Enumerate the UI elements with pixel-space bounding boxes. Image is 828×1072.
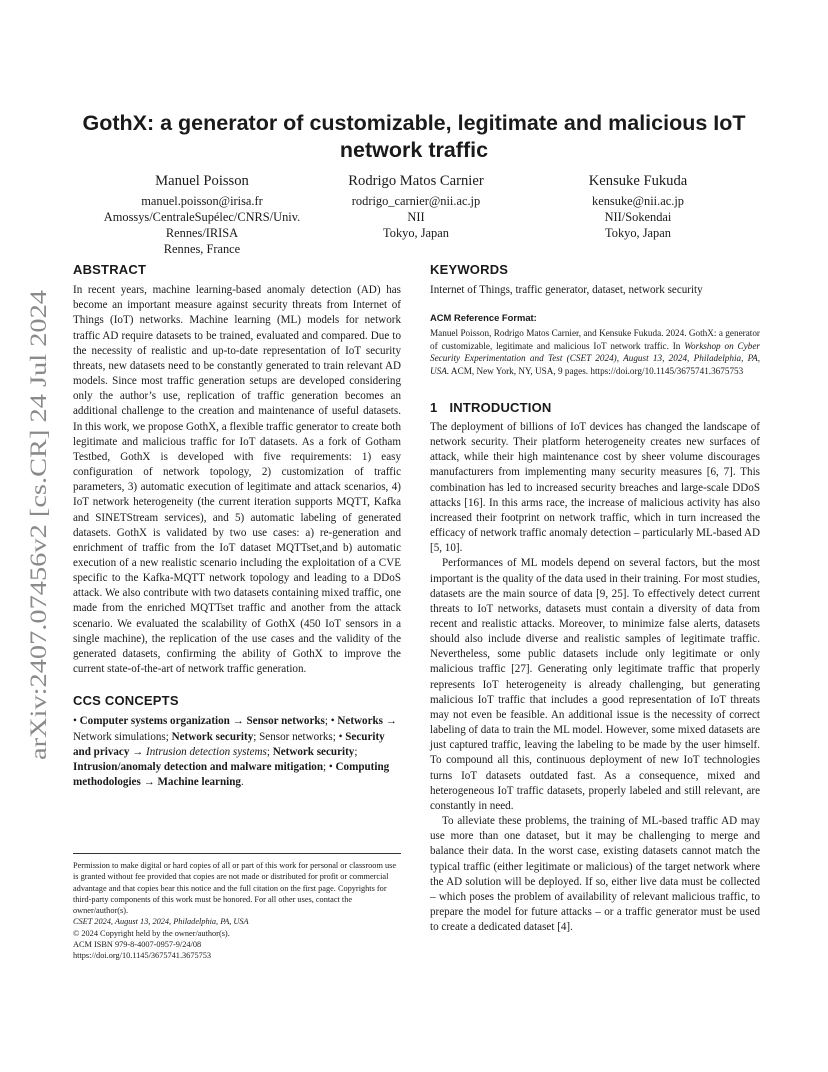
- author-email: manuel.poisson@irisa.fr: [141, 194, 263, 208]
- doi-text: https://doi.org/10.1145/3675741.3675753: [73, 951, 212, 961]
- author-location: Tokyo, Japan: [383, 226, 449, 240]
- ccs-concept-term: Machine learning: [157, 776, 241, 788]
- author-location: Rennes, France: [163, 242, 241, 256]
- author-affiliation: Amossys/CentraleSupélec/CNRS/Univ.: [103, 210, 301, 224]
- author-affiliation: Rennes/IRISA: [165, 226, 239, 240]
- author-email: kensuke@nii.ac.jp: [592, 194, 684, 208]
- arxiv-watermark-svg: [20, 290, 54, 760]
- ccs-concept-term: Sensor networks: [246, 715, 325, 728]
- right-column: [430, 262, 760, 935]
- keywords-heading: KEYWORDS: [430, 262, 509, 277]
- ccs-separator: ; •: [324, 715, 338, 728]
- author-affiliation: NII/Sokendai: [604, 210, 672, 224]
- section-number: 1: [430, 399, 438, 415]
- ccs-separator: → Network simulations;: [73, 715, 397, 743]
- paper-title: GothX: a generator of customizable, legitimate and malicious IoT network traffic: [82, 111, 746, 162]
- ccs-separator: →: [140, 776, 158, 788]
- footnote-rule: [73, 853, 401, 854]
- acm-reference-heading: ACM Reference Format:: [430, 312, 537, 324]
- isbn-text: ACM ISBN 979-8-4007-0957-9/24/08: [73, 940, 202, 950]
- acm-reference-venue: Workshop on Cyber Security Experimentation and Test (CSET 2024), August 13, 2024, Philadelphia, PA, USA.: [430, 340, 760, 377]
- author-affiliation: NII: [407, 210, 425, 224]
- ccs-concept-leaf: Intrusion detection systems: [146, 745, 267, 758]
- ccs-separator: ; •: [323, 760, 336, 773]
- ccs-separator: →: [129, 745, 147, 758]
- abstract-heading: ABSTRACT: [73, 262, 147, 277]
- author-block-1: [82, 172, 322, 257]
- acm-reference-tail: ACM, New York, NY, USA, 9 pages. https://doi.org/10.1145/3675741.3675753: [449, 366, 744, 377]
- ccs-separator: ; Sensor networks; •: [253, 730, 346, 743]
- ccs-concept-term: Computer systems organization: [79, 715, 230, 728]
- author-location: Tokyo, Japan: [605, 226, 671, 240]
- intro-paragraph: Performances of ML models depend on several factors, but the most important is the quality of the data used in their training. For most studies, datasets are the main source of data [9, 25]. To effectively detect current threats to IoT networks, datasets must contain a diversity of data from recent and realistic attacks. Moreover, to minimize false alerts, datasets should also include diverse and realistic samples of legitimate traffic. Nevertheless, some public datasets include only legitimate or only malicious traffic [27]. Generating only legitimate traffic that properly represents IoT heterogeneity is already challenging, but generating malicious IoT traffic that includes a good representation of IoT threats may not even be feasible. An additional issue is the necessity of correct labeling of data to train the ML model. However, some mixed datasets are just captured traffic, leaving the labeling to be made by the user himself. To compound all this, continuous deployment of new IoT technologies turns IoT datasets outdated fast. As a consequence, mixed and heterogeneous IoT traffic datasets, properly labeled and still relevant, are constantly in need.: [430, 557, 760, 812]
- copyright-text: © 2024 Copyright held by the owner/author(s).: [73, 928, 230, 938]
- venue-text: CSET 2024, August 13, 2024, Philadelphia, PA, USA: [73, 917, 249, 927]
- ccs-concept-term: Intrusion/anomaly detection and malware mitigation: [73, 760, 324, 773]
- ccs-separator: •: [73, 715, 80, 728]
- author-block-3: [528, 172, 748, 241]
- acm-reference-text: Manuel Poisson, Rodrigo Matos Carnier, and Kensuke Fukuda. 2024. GothX: a generator of customizable, legitimate and malicious IoT network traffic. In: [430, 328, 760, 351]
- introduction-heading: INTRODUCTION: [449, 399, 552, 415]
- keywords-text: Internet of Things, traffic generator, dataset, network security: [430, 284, 703, 297]
- intro-paragraph: The deployment of billions of IoT devices has changed the landscape of network security. Their platform heterogeneity creates new surfaces of attack, while their high maintenance cost by sheer volume discourages manufacturers from implementing many security measures [6, 7]. This combination has led to increased security breaches and large-scale DDoS attacks [16]. In this arms race, the increase of malicious activity has also increased their footprint on network traffic, which in turn increased the efficacy of network traffic anomaly detection – particularly ML-based AD [5, 10].: [430, 420, 760, 555]
- copyright-footnote: [73, 853, 401, 962]
- abstract-text: In recent years, machine learning-based anomaly detection (AD) has become an important measure against security threats from Internet of Things (IoT) networks. Machine learning (ML) models for network traffic AD require datasets to be trained, evaluated and compared. Due to the necessity of realistic and up-to-date representation of IoT security threats, new datasets need to be constantly generated to train relevant AD models. Since most traffic generation setups are developed considering only the author’s use, replication of traffic generation becomes an additional challenge to the creation and maintenance of useful datasets. In this work, we propose GothX, a flexible traffic generator to create both legitimate and malicious traffic for IoT datasets. As a fork of Gotham Testbed, GothX is developed with five requirements: 1) easy configuration of network topology, 2) customization of traffic parameters, 3) automatic execution of legitimate and attack scenarios, 4) IoT network heterogeneity (the current iteration supports MQTT, Kafka and SINETStream services), and 5) automatic labeling of generated datasets. GothX is validated by two use cases: a) re-generation and enrichment of traffic from the IoT dataset MQTTset,and b) automatic execution of a new realistic scenario including the exploitation of a CVE specific to the Kafka-MQTT network topology and leading to a DDoS attack. We also contribute with two datasets containing mixed traffic, one made from the enriched MQTTset traffic and another from the attack scenario. We evaluated the scalability of GothX (450 IoT sensors in a single machine), the replication of the use cases and the validity of the generated datasets, confirming the ability of GothX to improve the current state-of-the-art of network traffic generation.: [73, 284, 401, 676]
- permission-text: Permission to make digital or hard copies of all or part of this work for personal or classroom use is granted without fee provided that copies are not made or distributed for profit or commercial advantage and that copies bear this notice and the full citation on the first page. Copyrights for third-party components of this work must be honored. For all other uses, contact the owner/author(s).: [73, 861, 397, 916]
- ccs-concepts-section: [73, 693, 401, 790]
- ccs-concept-term: Networks: [337, 715, 383, 728]
- author-name: Manuel Poisson: [155, 173, 249, 189]
- author-name: Kensuke Fukuda: [588, 173, 688, 189]
- ccs-concept-term: Security and privacy: [73, 730, 385, 758]
- author-block-2: [316, 172, 516, 241]
- ccs-separator: ;: [354, 745, 358, 758]
- ccs-heading: CCS CONCEPTS: [73, 693, 179, 709]
- left-column: [73, 262, 401, 790]
- ccs-concept-term: Computing methodologies: [73, 760, 390, 788]
- intro-paragraph: To alleviate these problems, the training of ML-based traffic AD may use more than one dataset, but it may be challenging to merge and balance their data. In the worst case, existing datasets cannot match the typical traffic (either legitimate or malicious) of the target network where the AD solution will be deployed. If so, either live data must be collected – which poses the problem of availability of relevant malicious traffic, to prepare the model for future attacks – or a traffic generator must be used to create a dedicated dataset [4].: [430, 815, 760, 934]
- arxiv-id: arXiv:2407.07456v2 [cs.CR] 24 Jul 2024: [26, 379, 51, 760]
- ccs-concept-term: Network security: [272, 745, 355, 758]
- author-name: Rodrigo Matos Carnier: [348, 173, 484, 189]
- ccs-text: [73, 714, 401, 790]
- ccs-separator: ;: [266, 745, 273, 758]
- arxiv-watermark: [20, 290, 54, 760]
- ccs-separator: .: [240, 776, 244, 788]
- author-email: rodrigo_carnier@nii.ac.jp: [351, 194, 481, 208]
- introduction-section: [430, 400, 760, 935]
- acm-reference-section: [430, 312, 760, 378]
- ccs-separator: →: [229, 715, 247, 728]
- keywords-section: [430, 262, 760, 298]
- ccs-concept-term: Network security: [171, 730, 254, 743]
- abstract-section: [73, 262, 401, 677]
